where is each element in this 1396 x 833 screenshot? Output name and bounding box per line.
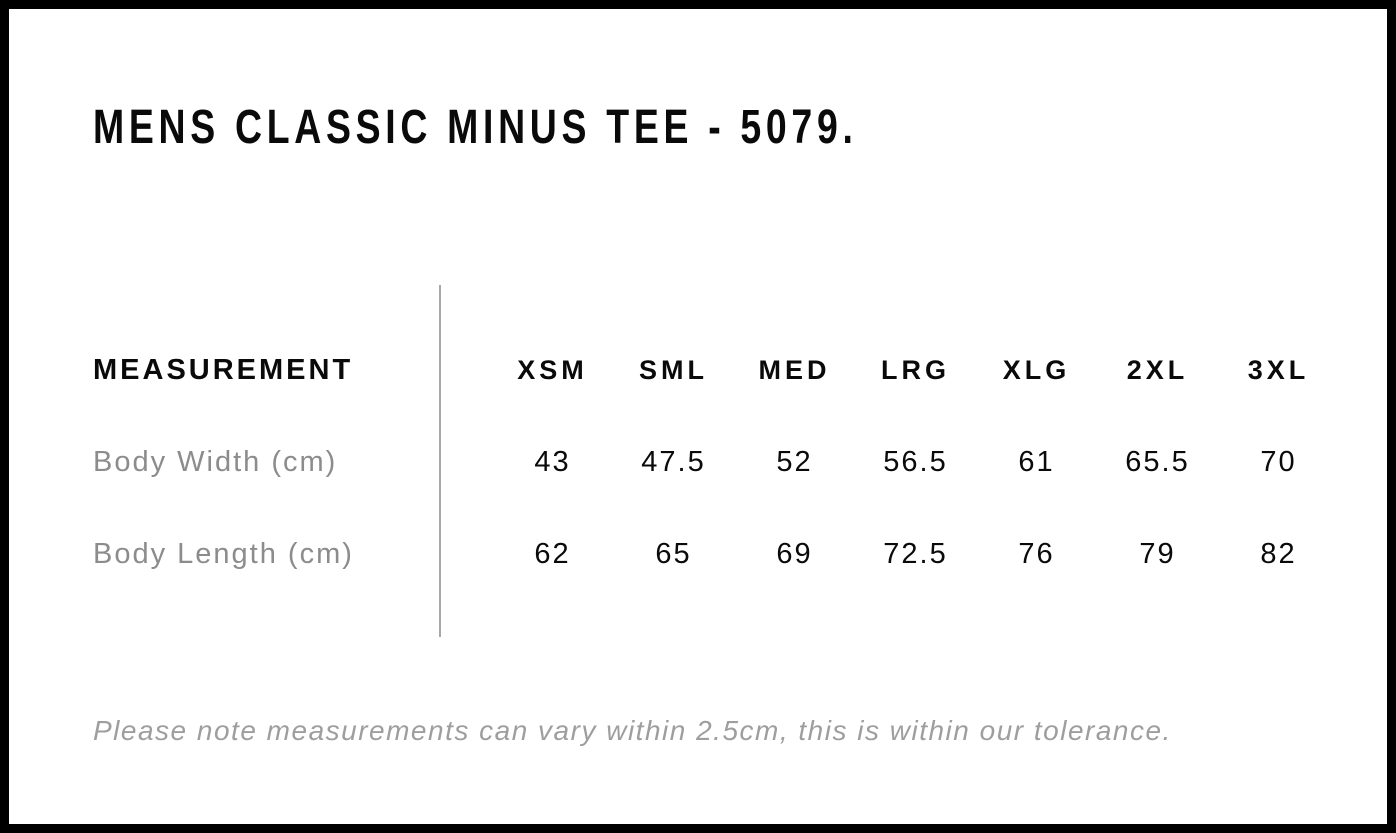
size-column-header-3xl: 3XL: [1247, 354, 1310, 385]
table-row-body-width: [93, 416, 1339, 508]
value-cell: 65: [655, 537, 692, 570]
size-column-header-xsm: XSM: [517, 354, 588, 385]
size-chart-table: [93, 324, 1339, 600]
value-cell: 56.5: [883, 445, 948, 478]
measurement-column-header: MEASUREMENT: [93, 353, 354, 386]
value-cell: 72.5: [883, 537, 948, 570]
row-label-body-length: Body Length (cm): [93, 537, 354, 570]
value-cell: 62: [534, 537, 571, 570]
row-label-body-width: Body Width (cm): [93, 445, 338, 478]
size-column-header-2xl: 2XL: [1126, 354, 1189, 385]
page-title: MENS CLASSIC MINUS TEE - 5079.: [93, 101, 858, 154]
size-column-header-med: MED: [758, 354, 831, 385]
table-row-body-length: [93, 508, 1339, 600]
value-cell: 79: [1139, 537, 1176, 570]
tolerance-note: Please note measurements can vary within 2.5cm, this is within our tolerance.: [93, 715, 1172, 746]
size-column-header-sml: SML: [639, 354, 708, 385]
value-cell: 82: [1260, 537, 1297, 570]
value-cell: 61: [1018, 445, 1055, 478]
value-cell: 70: [1260, 445, 1297, 478]
size-column-header-lrg: LRG: [881, 354, 950, 385]
size-table-header-row: [93, 324, 1339, 416]
value-cell: 65.5: [1125, 445, 1190, 478]
value-cell: 69: [776, 537, 813, 570]
value-cell: 52: [776, 445, 813, 478]
value-cell: 76: [1018, 537, 1055, 570]
value-cell: 43: [534, 445, 571, 478]
value-cell: 47.5: [641, 445, 706, 478]
size-column-header-xlg: XLG: [1002, 354, 1071, 385]
